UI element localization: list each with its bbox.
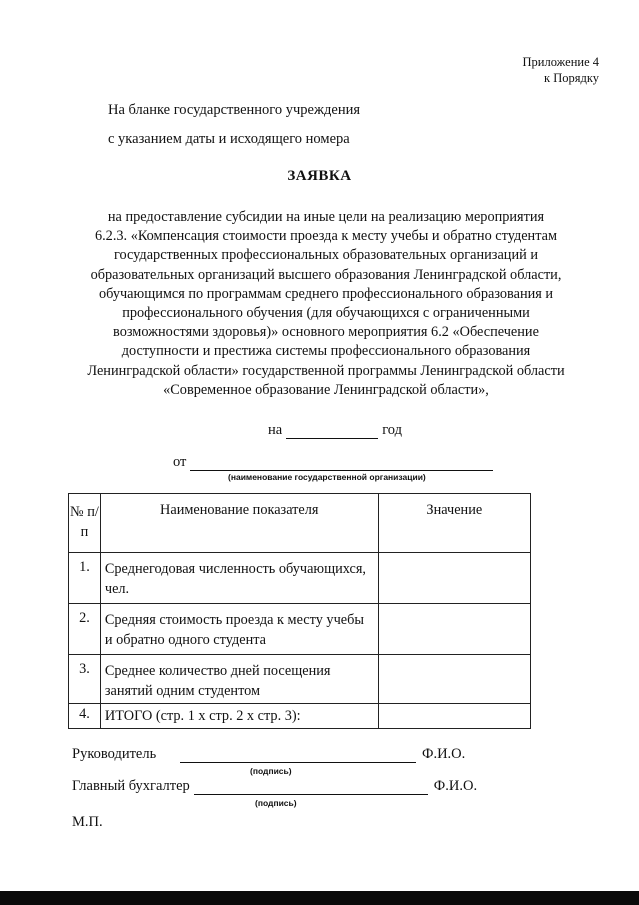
header-number: № п/п bbox=[69, 494, 101, 553]
organization-note: (наименование государственной организации) bbox=[228, 472, 426, 482]
letterhead-line-2: с указанием даты и исходящего номера bbox=[108, 131, 350, 147]
organization-blank-field[interactable] bbox=[190, 456, 493, 471]
description-line: обучающимся по программам среднего профессионального образования и bbox=[98, 285, 554, 302]
description-line: профессионального обучения (для обучающихся с ограниченными bbox=[122, 305, 530, 322]
year-suffix: год bbox=[382, 422, 402, 438]
description-line: доступности и престижа системы профессионального образования bbox=[121, 343, 531, 360]
table-row bbox=[69, 553, 531, 604]
row-indicator-name: Средняя стоимость проезда к месту учебы и обратно одного студента bbox=[104, 612, 364, 648]
stamp-place: М.П. bbox=[72, 814, 103, 830]
accountant-signature-note: (подпись) bbox=[255, 798, 297, 808]
appendix-number: Приложение 4 bbox=[522, 55, 599, 69]
organization-prefix: от bbox=[173, 454, 187, 470]
accountant-signature-field[interactable] bbox=[194, 780, 428, 795]
row-indicator-name: Среднее количество дней посещения занятий одним студентом bbox=[104, 663, 331, 699]
row-value-cell[interactable] bbox=[378, 704, 530, 729]
year-prefix: на bbox=[268, 422, 283, 438]
head-signature-row bbox=[72, 746, 465, 763]
row-value bbox=[379, 704, 530, 710]
year-blank-field[interactable] bbox=[286, 424, 378, 439]
description-line: государственных профессиональных образовательных организаций и bbox=[114, 247, 538, 264]
description-line: Ленинградской области» государственной программы Ленинградской области bbox=[87, 362, 565, 379]
description-line: на предоставление субсидии на иные цели на реализацию мероприятия bbox=[107, 209, 545, 225]
header-indicator-name: Наименование показателя bbox=[100, 494, 378, 553]
head-fio: Ф.И.О. bbox=[422, 746, 466, 762]
table-row bbox=[69, 604, 531, 655]
accountant-label: Главный бухгалтер bbox=[72, 778, 190, 794]
accountant-signature-row bbox=[72, 778, 477, 795]
table-row bbox=[69, 704, 531, 729]
appendix-order: к Порядку bbox=[544, 71, 599, 85]
row-value bbox=[379, 604, 530, 610]
row-number: 1. bbox=[79, 559, 90, 575]
header-value: Значение bbox=[378, 494, 530, 553]
row-value-cell[interactable] bbox=[378, 655, 530, 704]
head-signature-field[interactable] bbox=[180, 748, 416, 763]
accountant-fio: Ф.И.О. bbox=[433, 778, 478, 794]
description-line: «Современное образование Ленинградской области», bbox=[163, 381, 489, 398]
row-number: 2. bbox=[79, 610, 90, 626]
row-indicator-name: Среднегодовая численность обучающихся, чел. bbox=[104, 561, 367, 597]
row-number: 3. bbox=[79, 661, 90, 677]
description-line: возможностями здоровья)» основного мероприятия 6.2 «Обеспечение bbox=[113, 324, 539, 341]
letterhead-line-1: На бланке государственного учреждения bbox=[108, 102, 361, 118]
scan-edge-bar bbox=[0, 891, 639, 905]
head-signature-note: (подпись) bbox=[250, 766, 292, 776]
document-title: ЗАЯВКА bbox=[287, 168, 352, 184]
row-number: 4. bbox=[79, 706, 90, 722]
head-label: Руководитель bbox=[72, 746, 157, 762]
table-row bbox=[69, 655, 531, 704]
row-value-cell[interactable] bbox=[378, 604, 530, 655]
request-description bbox=[64, 208, 588, 400]
row-value bbox=[379, 655, 530, 661]
year-row bbox=[268, 422, 402, 439]
indicators-table bbox=[68, 493, 531, 729]
table-header-row bbox=[69, 494, 531, 553]
description-line: образовательных организаций высшего образования Ленинградской области, bbox=[90, 266, 562, 283]
organization-row bbox=[173, 454, 493, 471]
row-value-cell[interactable] bbox=[378, 553, 530, 604]
row-indicator-name: ИТОГО (стр. 1 х стр. 2 х стр. 3): bbox=[104, 708, 301, 724]
row-value bbox=[379, 553, 530, 559]
description-line: 6.2.3. «Компенсация стоимости проезда к месту учебы и обратно студентам bbox=[94, 228, 558, 245]
appendix-reference bbox=[523, 54, 599, 86]
